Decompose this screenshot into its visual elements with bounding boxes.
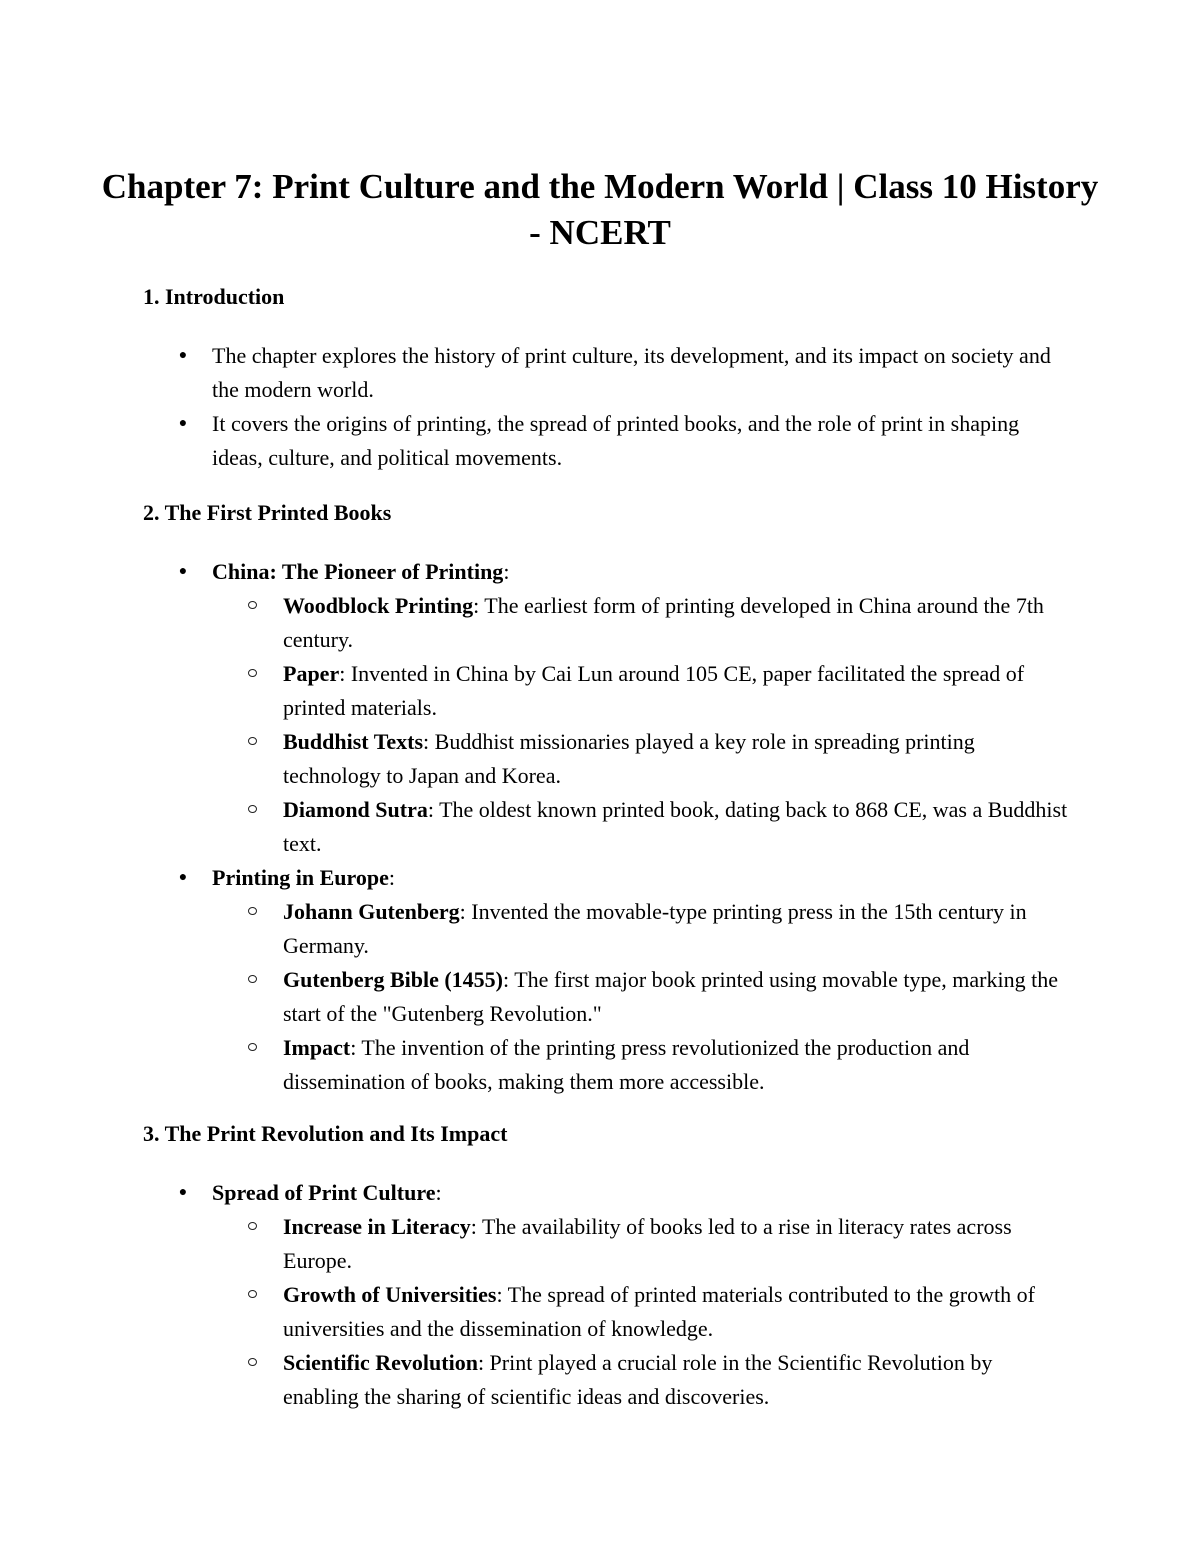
circle-bullet-icon (248, 1290, 257, 1298)
list-item-europe: ● Printing in Europe: (0, 861, 1072, 895)
list-item-china: ● China: The Pioneer of Printing: (0, 555, 1072, 589)
list-item: ● The chapter explores the history of print culture, its development, and its impact on society and the modern world. (0, 339, 1072, 407)
introduction-list (0, 339, 1072, 475)
sub-list-item: Impact: The invention of the printing press revolutionized the production and dissemination of books, making them more accessible. (0, 1031, 1073, 1099)
sub-list-item: Diamond Sutra: The oldest known printed book, dating back to 868 CE, was a Buddhist text. (0, 793, 1073, 861)
sub-list-item: Johann Gutenberg: Invented the movable-type printing press in the 15th century in Germany. (0, 895, 1073, 963)
first-printed-books-list (0, 555, 1073, 1099)
circle-bullet-icon (248, 669, 257, 677)
page-title: Chapter 7: Print Culture and the Modern World | Class 10 History - NCERT (101, 167, 1099, 252)
bullet-icon: ● (178, 870, 188, 885)
bullet-icon: ● (178, 348, 188, 363)
circle-bullet-icon (248, 601, 257, 609)
circle-bullet-icon (248, 805, 257, 813)
sub-list-item: Gutenberg Bible (1455): The first major book printed using movable type, marking the start of the "Gutenberg Revolution." (0, 963, 1073, 1031)
list-item: ● It covers the origins of printing, the spread of printed books, and the role of print in shaping ideas, culture, and political movements. (0, 407, 1072, 475)
sub-list-item: Increase in Literacy: The availability of books led to a rise in literacy rates across Europe. (0, 1210, 1073, 1278)
list-item-spread: ● Spread of Print Culture: (0, 1176, 1072, 1210)
circle-bullet-icon (248, 1043, 257, 1051)
sub-list-item: Paper: Invented in China by Cai Lun around 105 CE, paper facilitated the spread of printed materials. (0, 657, 1073, 725)
section-heading-print-revolution: 3. The Print Revolution and Its Impact (143, 1121, 508, 1146)
circle-bullet-icon (248, 1222, 257, 1230)
bullet-icon: ● (178, 1185, 188, 1200)
bullet-icon: ● (178, 416, 188, 431)
section-heading-first-printed-books: 2. The First Printed Books (143, 500, 392, 525)
circle-bullet-icon (248, 975, 257, 983)
circle-bullet-icon (248, 737, 257, 745)
circle-bullet-icon (248, 1358, 257, 1366)
sub-list-item: Growth of Universities: The spread of printed materials contributed to the growth of universities and the dissemination of knowledge. (0, 1278, 1073, 1346)
sub-list-item: Woodblock Printing: The earliest form of printing developed in China around the 7th century. (0, 589, 1073, 657)
bullet-icon: ● (178, 564, 188, 579)
sub-list-item: Buddhist Texts: Buddhist missionaries played a key role in spreading printing technology to Japan and Korea. (0, 725, 1073, 793)
sub-list-item: Scientific Revolution: Print played a crucial role in the Scientific Revolution by enabling the sharing of scientific ideas and discoveries. (0, 1346, 1073, 1414)
print-revolution-list (0, 1176, 1073, 1414)
section-heading-introduction: 1. Introduction (143, 284, 285, 309)
circle-bullet-icon (248, 907, 257, 915)
